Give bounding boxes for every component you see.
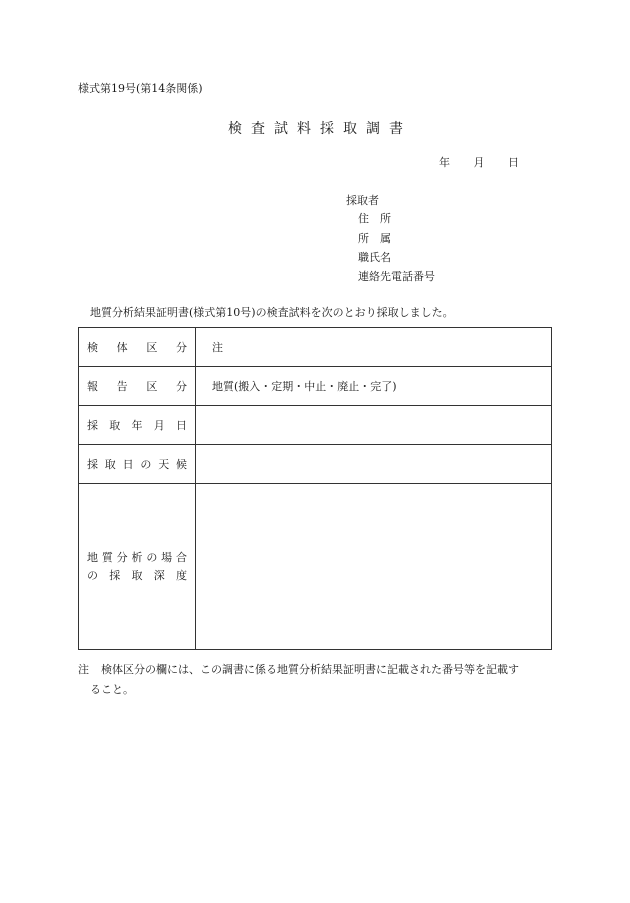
row-label bbox=[79, 328, 196, 367]
row-label bbox=[79, 484, 196, 650]
label-char: 分 bbox=[116, 550, 128, 564]
table-row bbox=[79, 367, 552, 406]
label-char: の bbox=[87, 568, 98, 582]
footnote bbox=[78, 660, 558, 700]
label-char: 析 bbox=[131, 550, 143, 564]
row-value[interactable]: 注 bbox=[196, 328, 552, 367]
label-char: 度 bbox=[176, 568, 187, 582]
label-char: 体 bbox=[116, 341, 128, 354]
label-char: 場 bbox=[161, 550, 173, 564]
label-char: 合 bbox=[175, 550, 187, 564]
label-text bbox=[87, 339, 187, 355]
label-char: 区 bbox=[146, 380, 158, 393]
table-row bbox=[79, 484, 552, 650]
label-text bbox=[87, 378, 187, 394]
label-char: 深 bbox=[153, 568, 165, 582]
row-value[interactable] bbox=[196, 484, 552, 650]
label-char: 採 bbox=[87, 458, 98, 471]
date-day: 日 bbox=[508, 156, 519, 169]
label-char: 年 bbox=[131, 419, 143, 432]
date-month: 月 bbox=[473, 156, 485, 169]
sampler-name-label: 職氏名 bbox=[358, 251, 391, 264]
table-row bbox=[79, 445, 552, 484]
table-row bbox=[79, 328, 552, 367]
label-char: の bbox=[140, 458, 152, 471]
row-value[interactable]: 地質(搬入・定期・中止・廃止・完了) bbox=[196, 367, 552, 406]
label-char: 検 bbox=[87, 341, 98, 354]
label-text bbox=[87, 456, 187, 472]
label-char: 質 bbox=[101, 550, 113, 564]
label-char: 分 bbox=[175, 380, 187, 393]
label-text-line2 bbox=[87, 567, 187, 585]
footnote-line1: 検体区分の欄には、この調書に係る地質分析結果証明書に記載された番号等を記載す bbox=[101, 663, 519, 676]
sample-table bbox=[78, 327, 552, 650]
footnote-line2: ること。 bbox=[90, 683, 134, 696]
label-char: 採 bbox=[109, 568, 121, 582]
label-char: 取 bbox=[104, 458, 116, 471]
label-char: 取 bbox=[109, 419, 121, 432]
label-char: 分 bbox=[175, 341, 187, 354]
date-line bbox=[439, 154, 519, 170]
label-char: 区 bbox=[146, 341, 158, 354]
label-char: 日 bbox=[176, 419, 187, 432]
label-char: 月 bbox=[153, 419, 165, 432]
row-value[interactable] bbox=[196, 406, 552, 445]
label-char: 候 bbox=[175, 458, 187, 471]
label-char: 採 bbox=[87, 419, 98, 432]
intro-text: 地質分析結果証明書(様式第10号)の検査試料を次のとおり採取しました。 bbox=[90, 306, 454, 319]
form-number: 様式第19号(第14条関係) bbox=[78, 82, 203, 95]
row-label bbox=[79, 367, 196, 406]
label-text bbox=[87, 417, 187, 433]
label-text-line1 bbox=[87, 549, 187, 567]
label-char: 取 bbox=[131, 568, 143, 582]
label-char: 天 bbox=[158, 458, 170, 471]
row-value[interactable] bbox=[196, 445, 552, 484]
label-char: の bbox=[146, 550, 158, 564]
table-row bbox=[79, 406, 552, 445]
row-label bbox=[79, 406, 196, 445]
label-char: 報 bbox=[87, 380, 98, 393]
sampler-address-label: 住所 bbox=[358, 212, 402, 225]
label-char: 日 bbox=[122, 458, 134, 471]
label-char: 告 bbox=[116, 380, 128, 393]
label-char: 地 bbox=[87, 550, 98, 564]
footnote-mark: 注 bbox=[78, 663, 89, 676]
sampler-label: 採取者 bbox=[346, 194, 379, 207]
sampler-phone-label: 連絡先電話番号 bbox=[358, 270, 435, 283]
row-label bbox=[79, 445, 196, 484]
date-year: 年 bbox=[439, 156, 450, 169]
sampler-affiliation-label: 所属 bbox=[358, 232, 402, 245]
document-title: 検査試料採取調書 bbox=[228, 121, 412, 137]
